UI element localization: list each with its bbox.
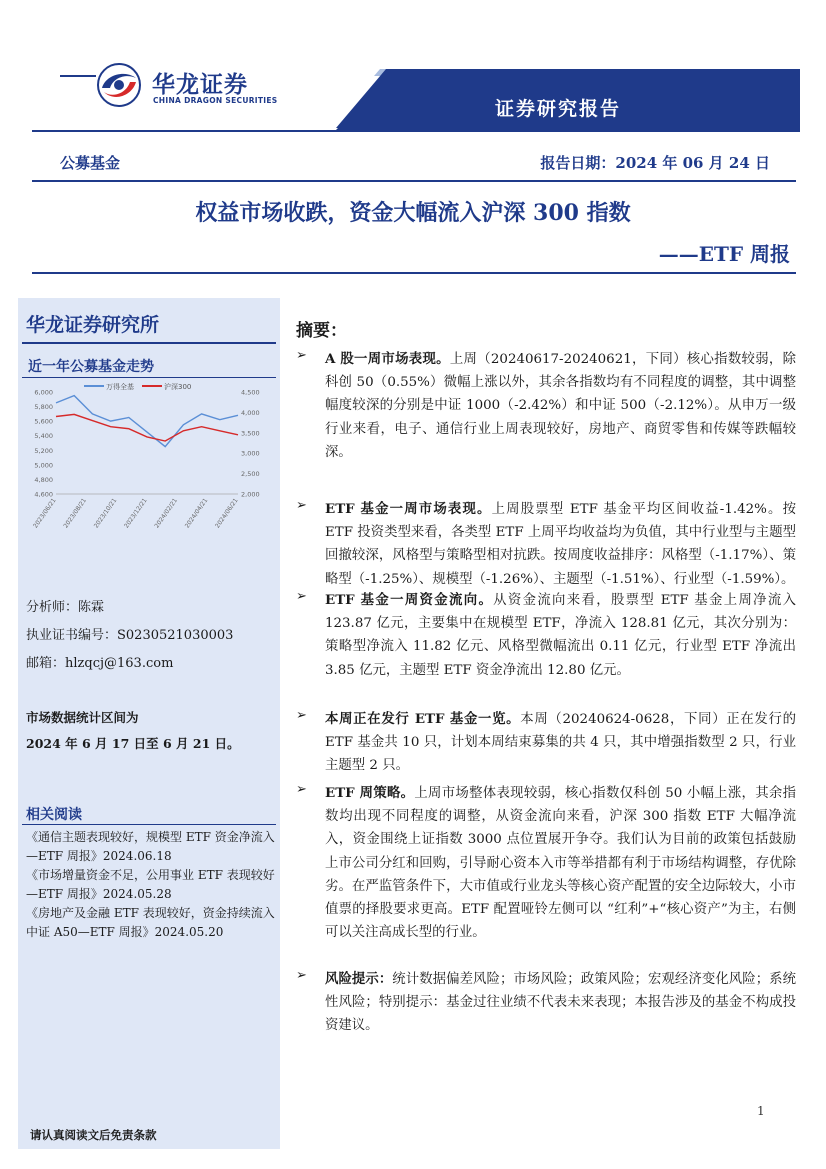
disclaimer-note: 请认真阅读文后免责条款 (30, 1128, 157, 1142)
divider (22, 342, 276, 344)
x-axis-tick-label: 2023/08/21 (62, 497, 88, 530)
divider (22, 824, 276, 825)
left-axis-tick-label: 5,200 (34, 446, 53, 455)
analyst-name: 分析师：陈霖 (26, 600, 105, 615)
trend-title: 近一年公募基金走势 (28, 359, 154, 375)
report-category: 公募基金 (60, 154, 121, 172)
summary-item (296, 348, 796, 464)
logo-english-name: CHINA DRAGON SECURITIES (153, 96, 278, 105)
item-body: 上周（20240617-20240621，下同）核心指数较弱，除科创 50（0.55%）微幅上涨以外，其余各指数均有不同程度的调整，其中调整幅度较深的分别是中证 1000（-2.42%）和中证 500（-2.12%）。从申万一级行业来看，电子、通信行业上周表现较好，房地产、商贸零售和传媒等跌幅较深。 (325, 352, 796, 460)
x-axis-tick-label: 2024/04/21 (183, 497, 210, 530)
x-axis-tick-label: 2023/12/21 (123, 497, 149, 530)
series-lines (56, 396, 238, 447)
period-label: 市场数据统计区间为 (26, 710, 139, 725)
related-reading-title: 相关阅读 (26, 807, 82, 823)
item-body: 统计数据偏差风险；市场风险；政策风险；宏观经济变化风险；系统性风险；特别提示：基金过往业绩不代表未来表现；本报告涉及的基金不构成投资建议。 (325, 972, 796, 1034)
right-axis-tick-label: 3,500 (241, 429, 260, 438)
x-axis-tick-label: 2024/02/21 (153, 497, 179, 530)
report-subtitle: ——ETF 周报 (658, 242, 790, 266)
divider (32, 272, 796, 274)
right-axis-tick-label: 4,500 (241, 388, 260, 397)
arrow-bullet-icon: ➢ (296, 782, 307, 797)
logo-chinese-name: 华龙证券 (152, 72, 248, 98)
x-axis-tick-label: 2024/06/21 (214, 497, 240, 530)
sidebar (18, 298, 280, 1149)
divider (32, 180, 796, 182)
left-axis-tick-label: 4,800 (34, 475, 53, 484)
left-axis-tick-label: 4,600 (34, 490, 53, 499)
item-body: 从资金流向来看，股票型 ETF 基金上周净流入 123.87 亿元，主要集中在规模型 ETF，净流入 128.81 亿元，其次分别为：策略型净流入 11.82 亿元、风格型微幅流出 0.11 亿元，行业型 ETF 净流出 3.85 亿元，主题型 ETF 资金净流出 12.80 亿元。 (325, 593, 796, 678)
license-number: 执业证书编号：S0230521030003 (26, 628, 234, 643)
report-title: 权益市场收跌，资金大幅流入沪深 300 指数 (195, 200, 631, 226)
arrow-bullet-icon: ➢ (296, 589, 307, 604)
series-line-index (56, 414, 238, 441)
banner-label: 证券研究报告 (495, 98, 622, 120)
item-body: 本周（20240624-0628，下同）正在发行的 ETF 基金共 10 只，计划本周结束募集的共 4 只，其中增强指数型 2 只，行业主题型 2 只。 (325, 712, 796, 774)
series-line-fund (56, 396, 238, 447)
left-axis-tick-label: 6,000 (34, 388, 53, 397)
item-heading: ETF 基金一周资金流向。 (325, 592, 494, 608)
legend-label-fund: 万得全基 (106, 383, 134, 391)
period-value: 2024 年 6 月 17 日至 6 月 21 日。 (26, 736, 240, 751)
arrow-bullet-icon: ➢ (296, 348, 307, 363)
institute-name: 华龙证券研究所 (26, 314, 160, 336)
item-heading: ETF 基金一周市场表现。 (325, 501, 492, 517)
left-axis-tick-label: 5,600 (34, 417, 53, 426)
summary-item (296, 708, 796, 778)
right-axis-ticks (241, 389, 260, 499)
header-accent-line (60, 75, 96, 77)
arrow-bullet-icon: ➢ (296, 708, 307, 723)
fund-trend-chart (22, 378, 276, 552)
left-axis-ticks (34, 389, 53, 499)
page-number: 1 (757, 1104, 765, 1118)
x-axis-tick-label: 2023/10/21 (92, 497, 119, 530)
right-axis-tick-label: 2,500 (241, 470, 260, 479)
summary-item (296, 968, 796, 1038)
email: 邮箱：hlzqcj@163.com (26, 656, 174, 671)
abstract-heading: 摘要： (296, 321, 347, 341)
report-date: 报告日期：2024 年 06 月 24 日 (540, 154, 770, 172)
item-heading: 风险提示： (325, 971, 393, 987)
arrow-bullet-icon: ➢ (296, 498, 307, 513)
summary-item (296, 498, 796, 591)
right-axis-tick-label: 2,000 (241, 490, 260, 499)
item-heading: A 股一周市场表现。 (325, 351, 450, 367)
china-dragon-logo-icon (96, 62, 142, 108)
legend-label-index: 沪深300 (164, 383, 192, 391)
right-axis-tick-label: 4,000 (241, 408, 260, 417)
left-axis-tick-label: 5,400 (34, 432, 53, 441)
related-link[interactable]: 《房地产及金融 ETF 表现较好，资金持续流入中证 A50—ETF 周报》2024.05.20 (26, 906, 275, 939)
x-axis-tick-label: 2023/06/21 (32, 497, 58, 530)
summary-item (296, 589, 796, 682)
item-heading: 本周正在发行 ETF 基金一览。 (325, 711, 521, 727)
left-axis-tick-label: 5,800 (34, 403, 53, 412)
item-body: 上周市场整体表现较弱，核心指数仅科创 50 小幅上涨，其余指数均出现不同程度的调整，从资金流向来看，沪深 300 指数 ETF 大幅净流入，资金围绕上证指数 3000 点位置展开争夺。我们认为目前的政策包括鼓励上市公司分红和回购，引导耐心资本入市等举措都有利于市场结构调整，存优除劣。在严监管条件下，大市值或行业龙头等核心资产配置的安全边际较大，小市值票的择股要求更高。ETF 配置哑铃左侧可以 “红利”+“核心资产”为主，右侧可以关注高成长型的行业。 (325, 786, 796, 941)
left-axis-tick-label: 5,000 (34, 461, 53, 470)
item-body: 上周股票型 ETF 基金平均区间收益-1.42%。按 ETF 投资类型来看，各类型 ETF 上周平均收益均为负值，其中行业型与主题型回撤较深，风格型与策略型相对抗跌。按周度收益排序：风格型（-1.17%）、策略型（-1.25%）、规模型（-1.26%）、主题型（-1.51%）、行业型（-1.59%）。 (325, 502, 797, 587)
related-link[interactable]: 《市场增量资金不足，公用事业 ETF 表现较好—ETF 周报》2024.05.28 (26, 868, 275, 901)
summary-item (296, 782, 796, 944)
arrow-bullet-icon: ➢ (296, 968, 307, 983)
chart-legend (84, 382, 191, 391)
related-link[interactable]: 《通信主题表现较好，规模型 ETF 资金净流入—ETF 周报》2024.06.18 (26, 830, 275, 863)
item-heading: ETF 周策略。 (325, 785, 415, 801)
right-axis-tick-label: 3,000 (241, 449, 260, 458)
x-axis-ticks (32, 494, 240, 529)
